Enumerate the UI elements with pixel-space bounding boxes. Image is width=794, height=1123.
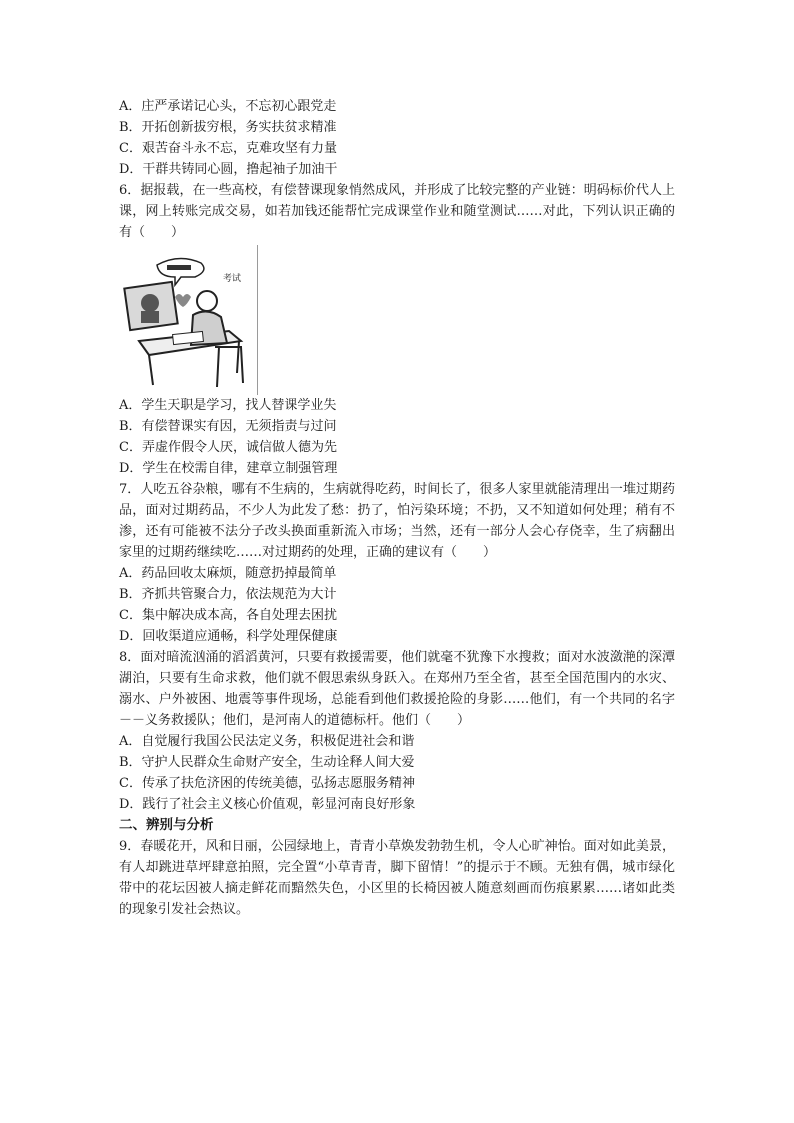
q5-option-b: B．开拓创新拔穷根，务实扶贫求精准	[119, 120, 337, 135]
question-7	[119, 479, 675, 647]
q8-option-b: B．守护人民群众生命财产安全，生动诠释人间大爱	[119, 755, 415, 770]
q8-option-d: D．践行了社会主义核心价值观，彰显河南良好形象	[119, 797, 416, 812]
question-9	[119, 836, 675, 920]
q8-stem: 8．面对暗流汹涌的滔滔黄河，只要有救援需要，他们就毫不犹豫下水搜救；面对水波潋滟的深潭湖泊，只要有生命求救，他们就不假思索纵身跃入。在郑州乃至全省，甚至全国范围内的水灾、溺水、户外被困、地震等事件现场，总能看到他们救援抢险的身影……他们，有一个共同的名字－－义务救援队；他们，是河南人的道德标杆。他们（ ）	[119, 650, 675, 728]
question-6	[119, 180, 675, 479]
q5-option-a: A．庄严承诺记心头，不忘初心跟党走	[119, 99, 337, 114]
q6-option-d: D．学生在校需自律，建章立制强管理	[119, 461, 338, 476]
question-8	[119, 647, 675, 815]
q6-stem: 6．据报载，在一些高校，有偿替课现象悄然成风，并形成了比较完整的产业链：明码标价代人上课，网上转账完成交易，如若加钱还能帮忙完成课堂作业和随堂测试……对此，下列认识正确的有（ ）	[119, 183, 675, 240]
q6-option-b: B．有偿替课实有因，无须指责与过问	[119, 419, 337, 434]
section-2-heading: 二、辨别与分析	[119, 817, 214, 833]
q5-option-d: D．干群共铸同心圆，撸起袖子加油干	[119, 162, 338, 177]
q6-option-c: C．弄虚作假令人厌，诚信做人德为先	[119, 440, 337, 455]
q7-option-c: C．集中解决成本高，各自处理去困扰	[119, 608, 337, 623]
q7-option-a: A．药品回收太麻烦，随意扔掉最简单	[119, 566, 337, 581]
q8-option-c: C．传承了扶危济困的传统美德，弘扬志愿服务精神	[119, 776, 415, 791]
q7-option-d: D．回收渠道应通畅，科学处理保健康	[119, 629, 338, 644]
q8-option-a: A．自觉履行我国公民法定义务，积极促进社会和谐	[119, 734, 415, 749]
cartoon-caption: 考试	[223, 274, 242, 284]
q5-options	[119, 96, 675, 180]
q6-option-a: A．学生天职是学习，找人替课学业失	[119, 398, 337, 413]
q7-option-b: B．齐抓共管聚合力，依法规范为大计	[119, 587, 337, 602]
q9-stem: 9．春暖花开，风和日丽，公园绿地上，青青小草焕发勃勃生机，令人心旷神怡。面对如此美景，有人却跳进草坪肆意拍照，完全置“小草青青，脚下留情！”的提示于不顾。无独有偶，城市绿化带中的花坛因被人摘走鲜花而黯然失色，小区里的长椅因被人随意刻画而伤痕累累……诸如此类的现象引发社会热议。	[119, 839, 675, 917]
q6-cartoon-illustration	[119, 245, 258, 395]
question-content	[119, 96, 675, 920]
cartoon-drawing	[119, 245, 257, 395]
q5-option-c: C．艰苦奋斗永不忘，克难攻坚有力量	[119, 141, 337, 156]
q7-stem: 7．人吃五谷杂粮，哪有不生病的，生病就得吃药，时间长了，很多人家里就能清理出一堆过期药品，面对过期药品，不少人为此发了愁：扔了，怕污染环境；不扔，又不知道如何处理；稍有不渗，还有可能被不法分子改头换面重新流入市场；当然，还有一部分人会心存侥幸，生了病翻出家里的过期药继续吃……对过期药的处理，正确的建议有（ ）	[119, 482, 675, 560]
